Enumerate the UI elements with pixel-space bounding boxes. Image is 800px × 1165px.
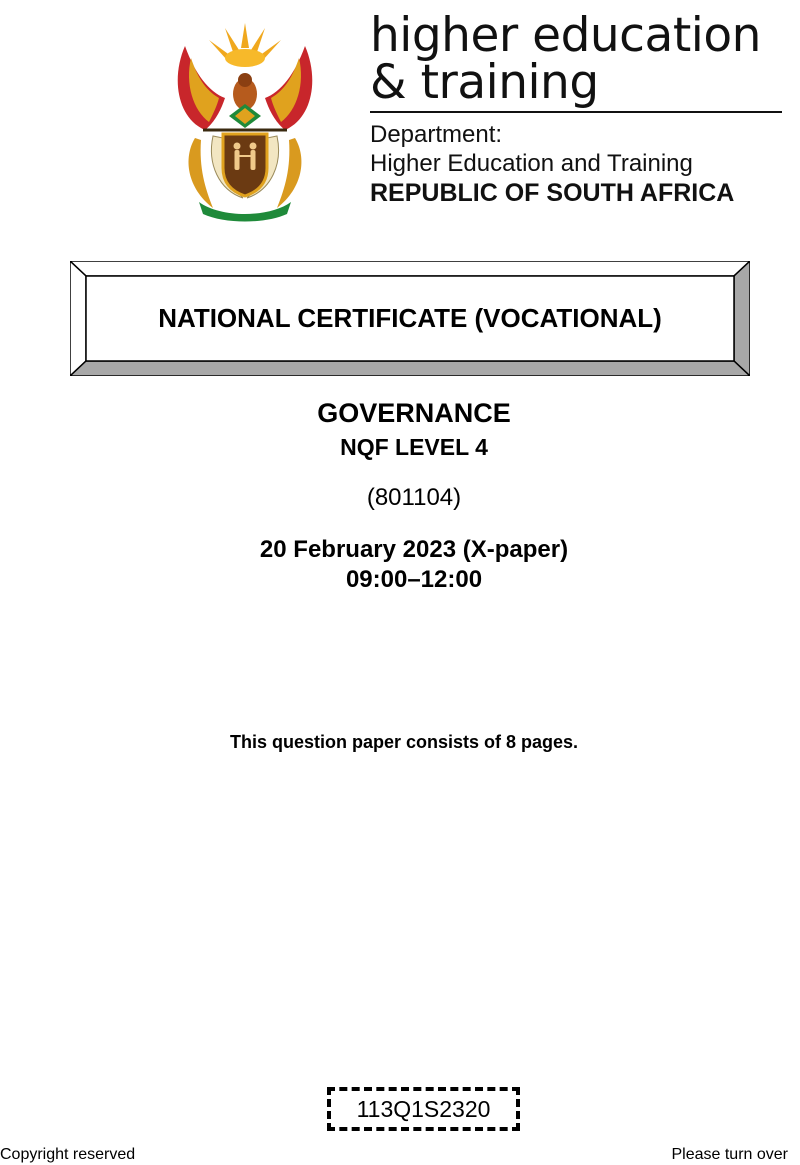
nqf-level: NQF LEVEL 4 bbox=[340, 434, 488, 460]
exam-code-text: 113Q1S2320 bbox=[356, 1095, 491, 1122]
exam-time: 09:00–12:00 bbox=[345, 566, 483, 593]
exam-date: 20 February 2023 (X-paper) bbox=[259, 536, 569, 563]
department-brand bbox=[370, 8, 782, 207]
country-name: REPUBLIC OF SOUTH AFRICA bbox=[370, 179, 735, 207]
department-label: Department: bbox=[370, 121, 503, 148]
subject-code: (801104) bbox=[366, 484, 462, 511]
subject-title: GOVERNANCE bbox=[317, 398, 511, 428]
sun-icon bbox=[209, 23, 281, 67]
footer-turn-over: Please turn over bbox=[671, 1146, 788, 1163]
exam-code-box bbox=[327, 1087, 520, 1131]
brand-title-line1: higher education bbox=[370, 8, 761, 63]
brand-divider bbox=[370, 111, 782, 113]
department-name: Higher Education and Training bbox=[370, 150, 693, 177]
department-text bbox=[370, 120, 790, 208]
brand-title-line2: & training bbox=[370, 55, 599, 110]
footer-copyright: Copyright reserved bbox=[0, 1146, 136, 1163]
page-count-note: This question paper consists of 8 pages. bbox=[229, 732, 579, 752]
certificate-title: NATIONAL CERTIFICATE (VOCATIONAL) bbox=[158, 303, 662, 333]
coat-of-arms-logo bbox=[165, 18, 325, 223]
